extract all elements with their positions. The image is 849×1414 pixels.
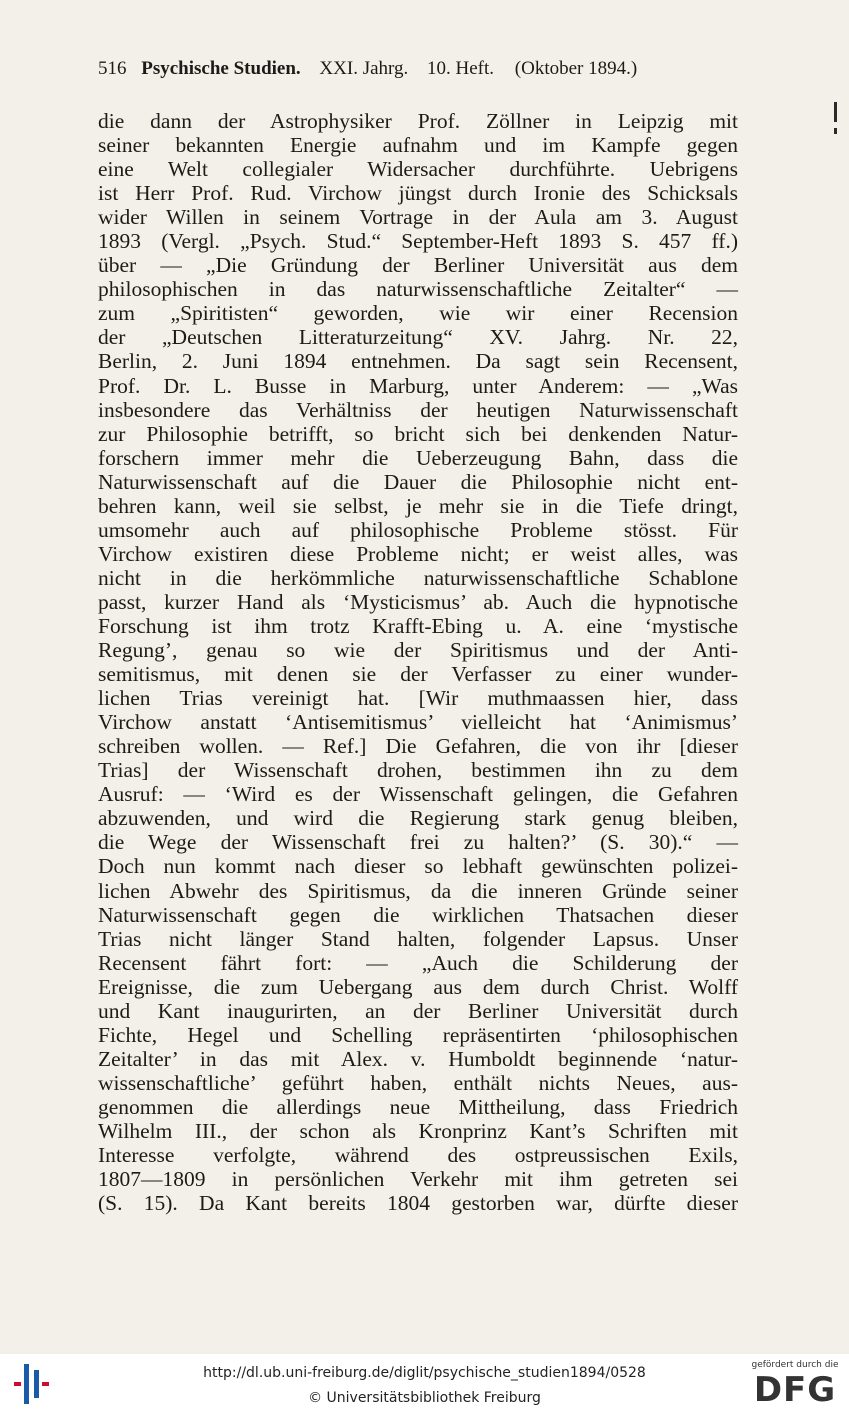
text-line: Recensent fährt fort: — „Auch die Schilderung der — [98, 950, 738, 975]
text-line: Wilhelm III., der schon als Kronprinz Kant’s Schriften mit — [98, 1118, 738, 1143]
text-line: Trias nicht länger Stand halten, folgender Lapsus. Unser — [98, 926, 738, 951]
text-line: eine Welt collegialer Widersacher durchführte. Uebrigens — [98, 157, 738, 182]
text-line: insbesondere das Verhältniss der heutigen Naturwissenschaft — [98, 397, 738, 422]
text-line: Naturwissenschaft auf die Dauer die Philosophie nicht ent- — [98, 469, 738, 494]
copyright-notice: © Universitätsbibliothek Freiburg — [308, 1390, 541, 1406]
text-line: wissenschaftliche’ geführt haben, enthält nichts Neues, aus- — [98, 1070, 738, 1095]
text-line: Prof. Dr. L. Busse in Marburg, unter Anderem: — „Was — [98, 373, 738, 398]
text-line: Virchow anstatt ‘Antisemitismus’ vielleicht hat ‘Animismus’ — [98, 710, 738, 735]
text-line: wider Willen in seinem Vortrage in der Aula am 3. August — [98, 205, 738, 230]
text-line: der „Deutschen Litteraturzeitung“ XV. Jahrg. Nr. 22, — [98, 325, 738, 350]
text-line: nicht in die herkömmliche naturwissenschaftliche Schablone — [98, 565, 738, 590]
text-line: abzuwenden, und wird die Regierung stark genug bleiben, — [98, 806, 738, 831]
text-line: schreiben wollen. — Ref.] Die Gefahren, die von ihr [dieser — [98, 734, 738, 759]
dfg-logo: DFG — [753, 1370, 837, 1410]
text-line: und Kant inaugurirten, an der Berliner Universität durch — [98, 998, 738, 1023]
issue-date: (Oktober 1894.) — [514, 58, 638, 79]
running-header — [98, 58, 710, 80]
text-line: lichen Abwehr des Spiritismus, da die inneren Gründe seiner — [98, 878, 738, 903]
text-line: Zeitalter’ in das mit Alex. v. Humboldt beginnende ‘natur- — [98, 1046, 738, 1071]
margin-mark-small — [834, 128, 837, 134]
text-line: zur Philosophie betrifft, so bricht sich bei denkenden Natur- — [98, 421, 738, 446]
journal-title: Psychische Studien. — [141, 58, 301, 79]
text-line: Regung’, genau so wie der Spiritismus und der Anti- — [98, 638, 738, 663]
text-line: umsomehr auch auf philosophische Probleme stösst. Für — [98, 517, 738, 542]
text-line: seiner bekannten Energie aufnahm und im Kampfe gegen — [98, 133, 738, 158]
issue-label: 10. Heft. — [427, 58, 495, 79]
text-line: über — „Die Gründung der Berliner Universität aus dem — [98, 253, 738, 278]
text-line: semitismus, mit denen sie der Verfasser zu einer wunder- — [98, 662, 738, 687]
text-line: die dann der Astrophysiker Prof. Zöllner in Leipzig mit — [98, 109, 738, 133]
text-line: passt, kurzer Hand als ‘Mysticismus’ ab. Auch die hypnotische — [98, 589, 738, 614]
document-url[interactable]: http://dl.ub.uni-freiburg.de/diglit/psychische_studien1894/0528 — [203, 1365, 646, 1381]
text-line: behren kann, weil sie selbst, je mehr sie in die Tiefe dringt, — [98, 493, 738, 518]
text-line: Interesse verfolgte, während des ostpreussischen Exils, — [98, 1143, 738, 1168]
body-text — [98, 109, 738, 1215]
text-line: die Wege der Wissenschaft frei zu halten?’ (S. 30).“ — — [98, 830, 738, 855]
text-line: Virchow existiren diese Probleme nicht; er weist alles, was — [98, 541, 738, 566]
funding-caption: gefördert durch die — [751, 1360, 839, 1370]
text-line: (S. 15). Da Kant bereits 1804 gestorben war, dürfte dieser — [98, 1191, 738, 1216]
text-line: 1807—1809 in persönlichen Verkehr mit ihm getreten sei — [98, 1167, 738, 1192]
viewer-footer — [0, 1354, 849, 1414]
text-line: genommen die allerdings neue Mittheilung, dass Friedrich — [98, 1094, 738, 1119]
text-line: Naturwissenschaft gegen die wirklichen Thatsachen dieser — [98, 902, 738, 927]
page-number: 516 — [98, 58, 127, 79]
text-line: ist Herr Prof. Rud. Virchow jüngst durch Ironie des Schicksals — [98, 181, 738, 206]
text-line: lichen Trias vereinigt hat. [Wir muthmaassen hier, dass — [98, 686, 738, 711]
margin-mark — [834, 102, 837, 122]
text-line: zum „Spiritisten“ geworden, wie wir einer Recension — [98, 301, 738, 326]
volume-label: XXI. Jahrg. — [319, 58, 409, 79]
text-line: Forschung ist ihm trotz Krafft-Ebing u. A. eine ‘mystische — [98, 613, 738, 638]
text-line: 1893 (Vergl. „Psych. Stud.“ September-Heft 1893 S. 457 ff.) — [98, 229, 738, 254]
text-line: Berlin, 2. Juni 1894 entnehmen. Da sagt sein Recensent, — [98, 349, 738, 374]
text-line: Ausruf: — ‘Wird es der Wissenschaft gelingen, die Gefahren — [98, 782, 738, 807]
text-line: forschern immer mehr die Ueberzeugung Bahn, dass die — [98, 445, 738, 470]
text-line: Fichte, Hegel und Schelling repräsentirten ‘philosophischen — [98, 1022, 738, 1047]
text-line: philosophischen in das naturwissenschaftliche Zeitalter“ — — [98, 277, 738, 302]
text-line: Trias] der Wissenschaft drohen, bestimmen ihn zu dem — [98, 758, 738, 783]
text-line: Doch nun kommt nach dieser so lebhaft gewünschten polizei- — [98, 854, 738, 879]
text-line: Ereignisse, die zum Uebergang aus dem durch Christ. Wolff — [98, 974, 738, 999]
